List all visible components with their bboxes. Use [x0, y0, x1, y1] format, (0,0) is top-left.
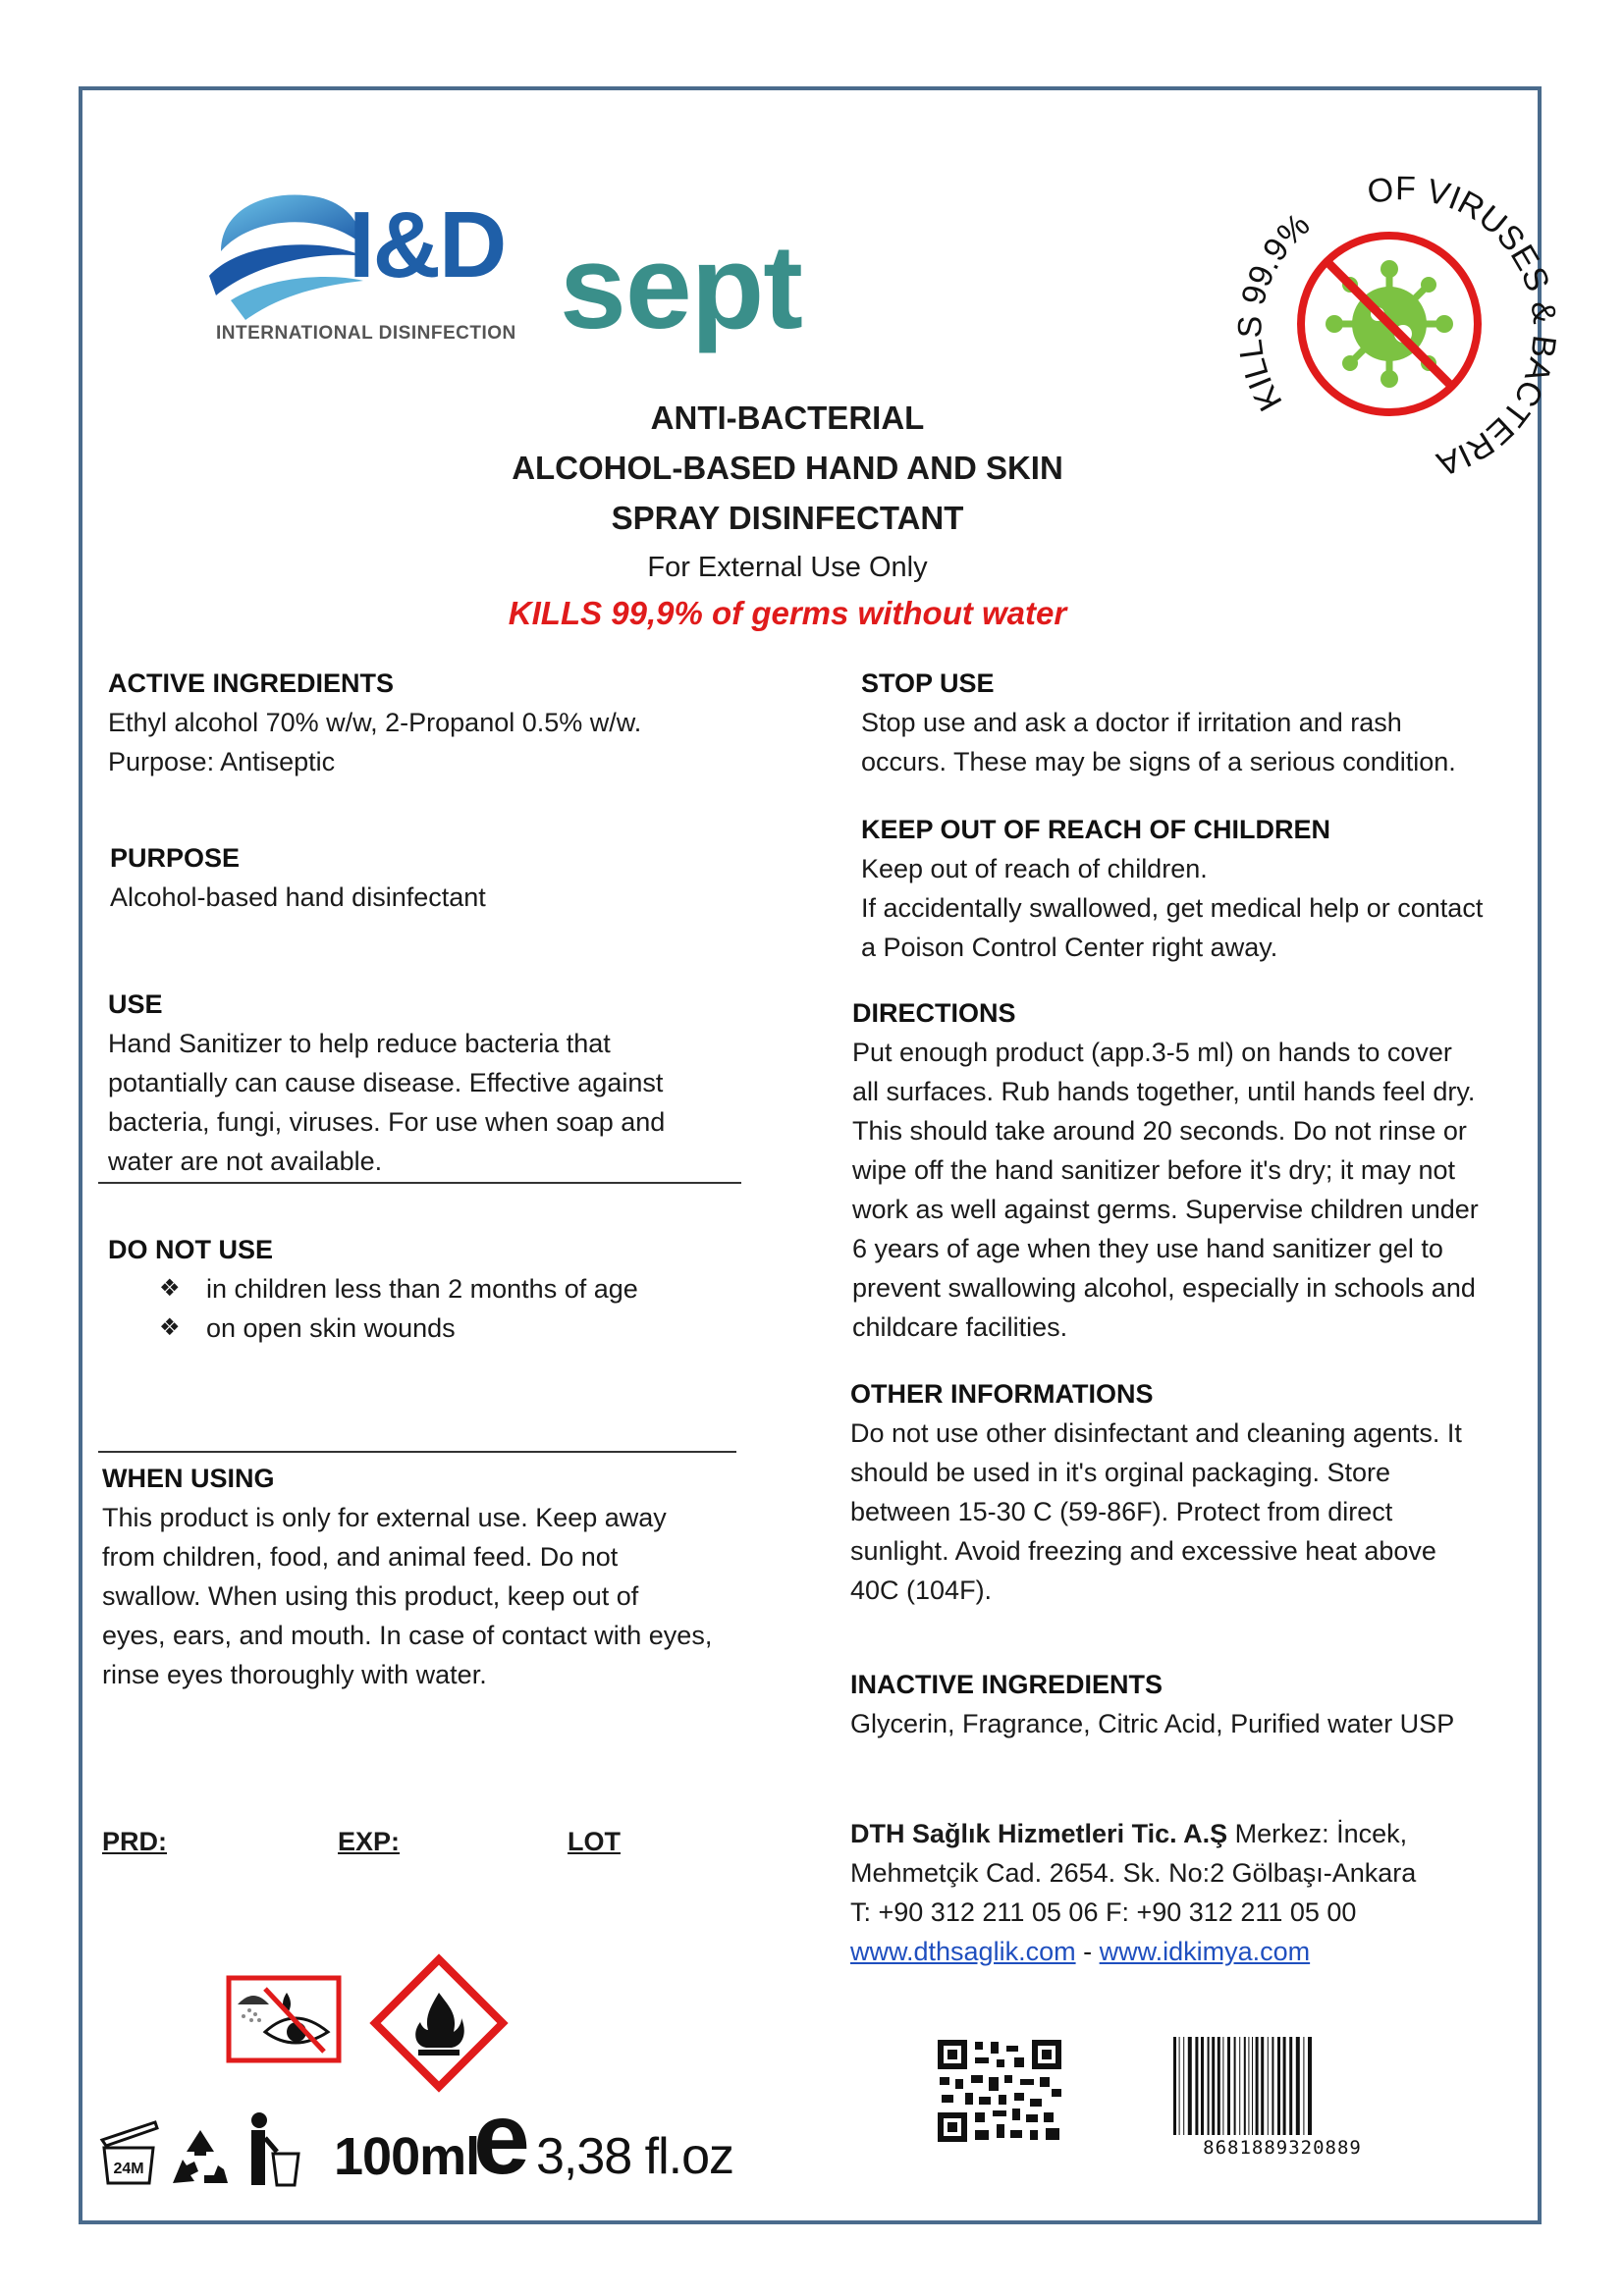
purpose-text: Alcohol-based hand disinfectant — [110, 882, 486, 912]
other-info-line: sunlight. Avoid freezing and excessive heat above — [850, 1536, 1436, 1566]
barcode-icon — [1171, 2037, 1393, 2135]
when-using-line: This product is only for external use. Keep away — [102, 1503, 667, 1532]
stop-use-line: occurs. These may be signs of a serious condition. — [861, 747, 1456, 776]
divider-rule — [98, 1451, 736, 1453]
active-ingredients-heading: ACTIVE INGREDIENTS — [108, 668, 395, 698]
keep-out-section — [861, 810, 1529, 967]
company-address-line: Mehmetçik Cad. 2654. Sk. No:2 Gölbaşı-Ankara — [850, 1858, 1417, 1888]
when-using-line: from children, food, and animal feed. Do not — [102, 1542, 619, 1572]
use-heading: USE — [108, 989, 163, 1019]
pao-jar-icon — [98, 2112, 159, 2187]
directions-heading: DIRECTIONS — [852, 998, 1016, 1028]
estimate-mark: e — [473, 2082, 530, 2196]
brand-logo — [201, 177, 839, 373]
purpose-section — [110, 838, 748, 917]
use-line: potantially can cause disease. Effective against — [108, 1068, 664, 1097]
do-not-use-section — [108, 1230, 746, 1348]
title-line-1: ANTI-BACTERIAL — [650, 400, 925, 436]
other-info-line: between 15-30 C (59-86F). Protect from direct — [850, 1497, 1393, 1526]
other-info-line: Do not use other disinfectant and cleaning agents. It — [850, 1418, 1462, 1448]
kills-badge — [1213, 137, 1566, 491]
when-using-line: swallow. When using this product, keep out of — [102, 1581, 639, 1611]
directions-line: all surfaces. Rub hands together, until hands feel dry. — [852, 1077, 1476, 1106]
website-link-idkimya[interactable]: www.idkimya.com — [1099, 1937, 1311, 1966]
when-using-heading: WHEN USING — [102, 1464, 275, 1493]
keep-out-line: If accidentally swallowed, get medical help or contact — [861, 893, 1484, 923]
directions-line: work as well against germs. Supervise children under — [852, 1195, 1479, 1224]
eye-protection-icon — [226, 1975, 342, 2063]
swoosh-globe-icon — [201, 183, 368, 330]
directions-line: wipe off the hand sanitizer before it's dry; it may not — [852, 1155, 1455, 1185]
svg-text:24M: 24M — [113, 2161, 144, 2177]
prd-field: PRD: — [102, 1827, 167, 1856]
active-ingredients-section — [108, 664, 746, 781]
barcode-number: 8681889320889 — [1203, 2137, 1362, 2159]
badge-left-text: KILLS 99.9% — [1231, 206, 1318, 418]
floz-text: 3,38 fl.oz — [536, 2128, 734, 2185]
stop-use-section — [861, 664, 1529, 781]
keep-out-line: Keep out of reach of children. — [861, 854, 1208, 883]
company-phone: T: +90 312 211 05 06 F: +90 312 211 05 00 — [850, 1897, 1357, 1927]
keep-out-heading: KEEP OUT OF REACH OF CHILDREN — [861, 815, 1331, 844]
volume-text: 100ml — [334, 2127, 480, 2186]
logo-mark: I&D — [349, 192, 506, 297]
divider-rule — [98, 1182, 741, 1184]
use-line: bacteria, fungi, viruses. For use when soap and — [108, 1107, 666, 1137]
inactive-ingredients-heading: INACTIVE INGREDIENTS — [850, 1670, 1164, 1699]
product-name: sept — [560, 220, 802, 353]
company-line — [850, 1814, 1528, 1853]
list-item: ❖ on open skin wounds — [159, 1308, 746, 1348]
active-purpose-line: Purpose: Antiseptic — [108, 747, 336, 776]
badge-right-text: OF VIRUSES & BACTERIA — [1364, 170, 1563, 483]
list-item: ❖ in children less than 2 months of age — [159, 1269, 746, 1308]
company-address: Merkez: İncek, — [1227, 1819, 1408, 1848]
when-using-section — [102, 1459, 750, 1694]
directions-line: prevent swallowing alcohol, especially in schools and — [852, 1273, 1476, 1303]
directions-line: Put enough product (app.3-5 ml) on hands to cover — [852, 1038, 1452, 1067]
other-info-section — [850, 1374, 1528, 1610]
directions-line: This should take around 20 seconds. Do not rinse or — [852, 1116, 1467, 1146]
exp-field: EXP: — [338, 1827, 401, 1856]
company-block — [850, 1814, 1528, 1971]
active-ingredients-line: Ethyl alcohol 70% w/w, 2-Propanol 0.5% w/w. — [108, 708, 642, 737]
directions-line: childcare facilities. — [852, 1312, 1068, 1342]
when-using-line: rinse eyes thoroughly with water. — [102, 1660, 487, 1689]
subtitle: For External Use Only — [647, 552, 928, 583]
stop-use-line: Stop use and ask a doctor if irritation and rash — [861, 708, 1402, 737]
other-info-line: should be used in it's orginal packaging. Store — [850, 1458, 1391, 1487]
qr-code-icon — [936, 2038, 1063, 2144]
inactive-ingredients-text: Glycerin, Fragrance, Citric Acid, Purified water USP — [850, 1709, 1455, 1738]
bullet-icon: ❖ — [159, 1314, 181, 1341]
company-websites: www.dthsaglik.com - www.idkimya.com — [850, 1937, 1311, 1966]
recycle-icon — [165, 2126, 236, 2191]
directions-line: 6 years of age when they use hand sanitizer gel to — [852, 1234, 1443, 1263]
website-link-dth[interactable]: www.dthsaglik.com — [850, 1937, 1076, 1966]
title-line-2: ALCOHOL-BASED HAND AND SKIN — [512, 450, 1063, 486]
inactive-ingredients-section — [850, 1665, 1528, 1743]
tidyman-icon — [242, 2110, 302, 2189]
lot-field: LOT — [568, 1827, 621, 1856]
stop-use-heading: STOP USE — [861, 668, 995, 698]
keep-out-line: a Poison Control Center right away. — [861, 933, 1278, 962]
other-info-heading: OTHER INFORMATIONS — [850, 1379, 1154, 1409]
purpose-heading: PURPOSE — [110, 843, 241, 873]
other-info-line: 40C (104F). — [850, 1575, 993, 1605]
bullet-icon: ❖ — [159, 1275, 181, 1302]
do-not-use-heading: DO NOT USE — [108, 1235, 274, 1264]
title-line-3: SPRAY DISINFECTANT — [611, 500, 964, 536]
company-name: DTH Sağlık Hizmetleri Tic. A.Ş — [850, 1819, 1228, 1848]
no-virus-icon — [1301, 236, 1478, 412]
use-section — [108, 985, 746, 1181]
use-line: Hand Sanitizer to help reduce bacteria that — [108, 1029, 611, 1058]
flammable-ghs-icon — [369, 1953, 509, 2093]
when-using-line: eyes, ears, and mouth. In case of contact with eyes, — [102, 1621, 713, 1650]
logo-tagline: INTERNATIONAL DISINFECTION — [216, 323, 516, 344]
kills-claim: KILLS 99,9% of germs without water — [508, 595, 1067, 631]
use-line: water are not available. — [108, 1147, 383, 1176]
directions-section — [852, 993, 1530, 1347]
